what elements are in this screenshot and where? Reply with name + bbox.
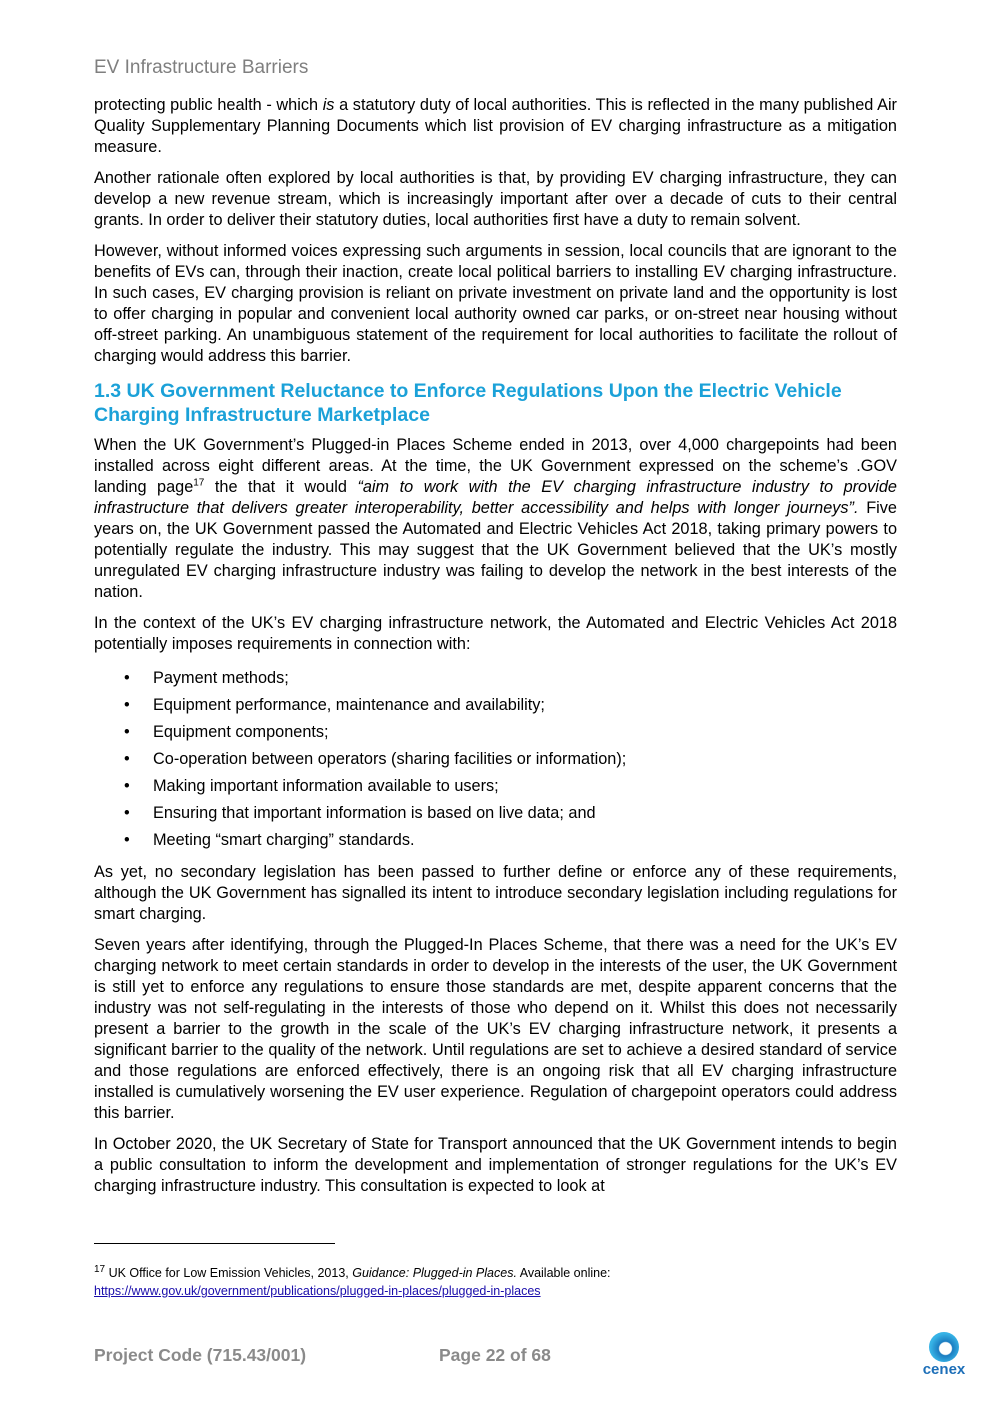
list-item: • Payment methods; — [153, 665, 897, 692]
text: a statutory duty of local authorities. This is reflected in the many published Air Quality Supplementary Planning Documents which list provision of EV charging infrastructure as a mitigation measure. — [94, 96, 897, 156]
list-item: • Making important information available to users; — [153, 773, 897, 800]
paragraph — [94, 95, 897, 158]
text: Available online: — [516, 1266, 611, 1280]
project-code: Project Code (715.43/001) — [94, 1345, 307, 1365]
text: the that it would — [204, 478, 358, 496]
footnote-link[interactable]: https://www.gov.uk/government/publications/plugged-in-places/plugged-in-places — [94, 1284, 541, 1298]
cenex-logo — [916, 1332, 972, 1382]
list-item: • Equipment components; — [153, 719, 897, 746]
paragraph: In October 2020, the UK Secretary of State for Transport announced that the UK Government intends to begin a public consultation to inform the development and implementation of stronger regulations for the UK’s EV charging infrastructure industry. This consultation is expected to look at — [94, 1135, 897, 1195]
running-header: EV Infrastructure Barriers — [94, 57, 309, 78]
page-number: Page 22 of 68 — [439, 1345, 551, 1365]
paragraph: Seven years after identifying, through the Plugged-In Places Scheme, that there was a need for the UK’s EV charging network to meet certain standards in order to develop in the interests of the user, the UK Government is still yet to enforce any regulations to ensure those standards are met, despite apparent concerns that the industry was not self-regulating in the interests of those who depend on it. Whilst this does not necessarily present a barrier to the growth in the scale of the UK’s EV charging infrastructure network, it presents a significant barrier to the quality of the network. Until regulations are set to achieve a desired standard of service and those regulations are enforced effectively, there is an ongoing risk that all EV charging infrastructure installed is cumulatively worsening the EV user experience. Regulation of chargepoint operators could address this barrier. — [94, 936, 897, 1122]
footnote — [94, 1264, 611, 1300]
paragraph: In the context of the UK’s EV charging infrastructure network, the Automated and Electric Vehicles Act 2018 potentially imposes requirements in connection with: — [94, 614, 897, 653]
logo-wordmark: cenex — [922, 1361, 966, 1378]
text: UK Office for Low Emission Vehicles, 2013, — [105, 1266, 353, 1280]
logo-swirl-icon — [929, 1332, 959, 1362]
paragraph: Another rationale often explored by local authorities is that, by providing EV charging infrastructure, they can develop a new revenue stream, which is increasingly important after over a decade of cuts to their central grants. In order to deliver their statutory duties, local authorities first have a duty to remain solvent. — [94, 169, 897, 229]
paragraph: However, without informed voices expressing such arguments in session, local councils that are ignorant to the benefits of EVs can, through their inaction, create local political barriers to installing EV charging infrastructure. In such cases, EV charging provision is reliant on private investment on private land and the opportunity is lost to offer charging in popular and convenient local authority owned car parks, or on-street near housing without off-street parking. An unambiguous statement of the requirement for local authorities to facilitate the rollout of charging would address this barrier. — [94, 242, 897, 365]
emphasis: is — [322, 96, 335, 114]
quote: “aim to work with the EV charging infrastructure industry to provide infrastructure that delivers greater interoperability, better accessibility and helps with longer journeys”. — [94, 478, 897, 517]
paragraph: As yet, no secondary legislation has been passed to further define or enforce any of these requirements, although the UK Government has signalled its intent to introduce secondary legislation including regulations for smart charging. — [94, 863, 897, 923]
text: protecting public health - which — [94, 96, 323, 114]
footnote-divider — [94, 1243, 335, 1244]
list-item: • Equipment performance, maintenance and availability; — [153, 692, 897, 719]
paragraph — [94, 435, 897, 603]
footnote-ref[interactable]: 17 — [193, 477, 205, 489]
section-heading: 1.3 UK Government Reluctance to Enforce Regulations Upon the Electric Vehicle Charging Infrastructure Marketplace — [94, 380, 842, 426]
footnote-number: 17 — [94, 1263, 106, 1275]
page-body — [94, 95, 897, 1207]
list-item: • Co-operation between operators (sharing facilities or information); — [153, 746, 897, 773]
citation-title: Guidance: Plugged-in Places. — [352, 1266, 517, 1280]
bullet-list — [94, 665, 897, 854]
list-item: • Meeting “smart charging” standards. — [153, 827, 897, 854]
list-item: • Ensuring that important information is based on live data; and — [153, 800, 897, 827]
text: When the UK Government’s Plugged-in Places Scheme ended in 2013, over 4,000 chargepoints had been installed across eight different areas. At the time, the UK Government expressed on the scheme’s .GOV landing page — [94, 436, 897, 496]
text: Five years on, the UK Government passed the Automated and Electric Vehicles Act 2018, taking primary powers to potentially regulate the industry. This may suggest that the UK Government believed that the UK’s mostly unregulated EV charging infrastructure industry was failing to develop the network in the best interests of the nation. — [94, 499, 897, 601]
